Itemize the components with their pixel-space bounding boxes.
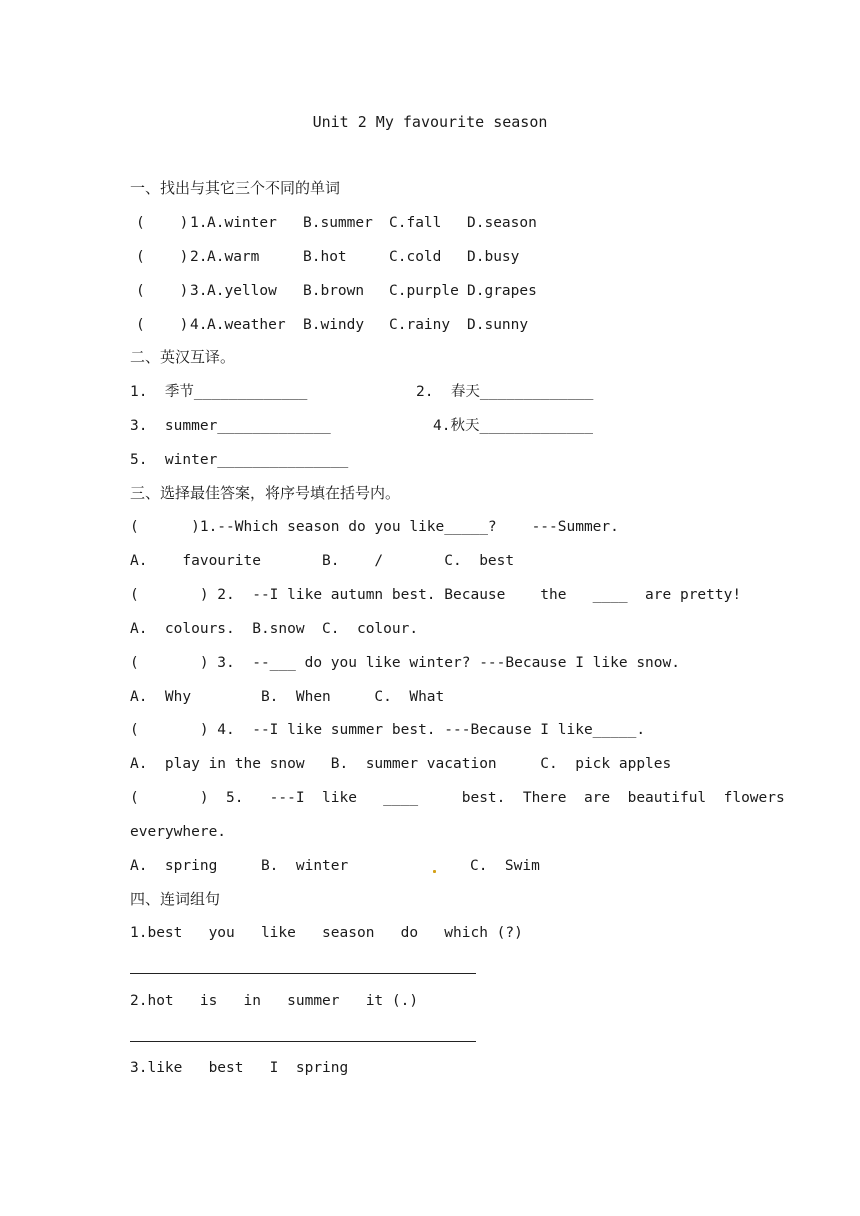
question-number: 1. <box>190 215 208 231</box>
answer-paren: ( ) <box>136 317 189 333</box>
question-number: 2. <box>190 249 208 265</box>
section2-heading: 二、英汉互译。 <box>130 348 236 366</box>
s3-q2: ( ) 2. --I like autumn best. Because the ____ are pretty! <box>130 587 742 603</box>
option-a: A.yellow <box>207 283 277 299</box>
s3-q5-options-ab: A. spring B. winter <box>130 858 349 874</box>
s3-q3: ( ) 3. --___ do you like winter? ---Because I like snow. <box>130 655 680 671</box>
question-number: 3. <box>190 283 208 299</box>
option-b: B.hot <box>303 249 347 265</box>
option-a: A.winter <box>207 215 277 231</box>
s2-q3: 3. summer_____________ <box>130 418 331 434</box>
s2-q5: 5. winter_______________ <box>130 452 349 468</box>
s3-q1-options: A. favourite B. / C. best <box>130 553 515 569</box>
answer-paren: ( ) <box>136 249 189 265</box>
option-d: D.season <box>467 215 537 231</box>
question-number: 4. <box>190 317 208 333</box>
answer-line-1[interactable] <box>130 973 476 974</box>
option-c: C.purple <box>389 283 459 299</box>
option-d: D.sunny <box>467 317 529 333</box>
section3-heading: 三、选择最佳答案，将序号填在括号内。 <box>130 484 401 502</box>
option-d: D.grapes <box>467 283 537 299</box>
s4-q3: 3.like best I spring <box>130 1060 349 1076</box>
s4-q1: 1.best you like season do which (?) <box>130 925 523 941</box>
s3-q5: ( ) 5. ---I like ____ best. There are beautiful flowers <box>130 790 785 806</box>
s3-q4: ( ) 4. --I like summer best. ---Because I like_____. <box>130 722 646 738</box>
answer-paren: ( ) <box>136 215 189 231</box>
s3-q2-options: A. colours. B.snow C. colour. <box>130 621 419 637</box>
option-c: C.cold <box>389 249 442 265</box>
option-c: C.fall <box>389 215 442 231</box>
answer-paren: ( ) <box>136 283 189 299</box>
option-d: D.busy <box>467 249 520 265</box>
section4-heading: 四、连词组句 <box>130 890 221 908</box>
s4-q2: 2.hot is in summer it (.) <box>130 993 419 1009</box>
s3-q3-options: A. Why B. When C. What <box>130 689 445 705</box>
s2-q1: 1. 季节_____________ <box>130 384 308 400</box>
option-b: B.summer <box>303 215 373 231</box>
section1-heading: 一、找出与其它三个不同的单词 <box>130 179 341 197</box>
s2-q4: 4.秋天_____________ <box>433 418 593 434</box>
stray-mark <box>433 870 436 873</box>
s3-q5-continuation: everywhere. <box>130 824 227 840</box>
s2-q2: 2. 春天_____________ <box>416 384 594 400</box>
option-c: C.rainy <box>389 317 451 333</box>
option-b: B.brown <box>303 283 365 299</box>
option-a: A.weather <box>207 317 286 333</box>
option-b: B.windy <box>303 317 365 333</box>
s3-q5-option-c: C. Swim <box>470 858 540 874</box>
s3-q1: ( )1.--Which season do you like_____? ---Summer. <box>130 519 619 535</box>
page-title: Unit 2 My favourite season <box>312 113 548 131</box>
answer-line-2[interactable] <box>130 1041 476 1042</box>
option-a: A.warm <box>207 249 260 265</box>
s3-q4-options: A. play in the snow B. summer vacation C. pick apples <box>130 756 672 772</box>
